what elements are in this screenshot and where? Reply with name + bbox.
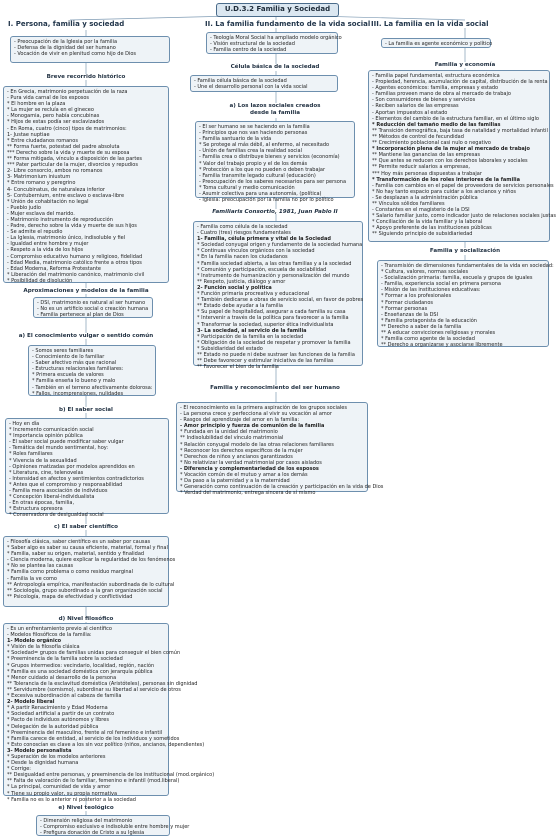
node-line: - Se desplazan a la administración pública: [372, 194, 478, 201]
node-line: * Superación de los modelos anteriores: [7, 753, 106, 760]
node-line: 3- Matrimonium iniustum: [7, 174, 71, 181]
node-line: - Conocimiento de lo familiar: [32, 354, 105, 361]
node-line: - Familia la ve como: [7, 575, 57, 582]
node-line: * Excesiva subordinación al cabeza de familia: [7, 693, 122, 700]
node-c1-aproximaciones: [33, 297, 153, 318]
node-line: * Relación conyugal modelo de las otras relaciones familiares: [180, 441, 334, 448]
node-line: - Socialización primaria: familia, escuela y grupos de iguales: [381, 275, 533, 282]
node-line: - Propiedad, herencia, acumulación de capital, distribución de la renta: [372, 79, 548, 86]
node-line: * A partir Renacimiento y Edad Moderna: [7, 705, 108, 712]
node-line: * Importancia opinión pública: [9, 433, 83, 440]
node-line: ** Estado debe ayudar a la familia: [197, 303, 283, 310]
node-c3-intro: [381, 38, 491, 48]
node-line: * Unión de cohabitación no legal: [7, 198, 89, 205]
node-line: - Se admite el repudio: [7, 229, 63, 236]
node-line: - Cuatro (tres) riesgos fundamentales: [197, 230, 291, 237]
node-line: * Vocación común de el mutuo y amar a los demás: [180, 472, 308, 479]
node-c2-reconocimiento: [176, 402, 384, 497]
node-line: * Formar personas: [381, 305, 428, 312]
node-line: - Edad Moderna, Reforma Protestante: [7, 265, 101, 272]
node-line: * Visión de la filosofía clásica: [7, 644, 80, 651]
node-line: ** Que antes se reducen con los derechos laborales y sociales: [372, 158, 528, 165]
node-line: * Pacto de individuos autónomos y libres: [7, 717, 109, 724]
node-line: ** Favorecer el bien de la familia: [197, 364, 279, 371]
node-line: * Hijos de estas podía ser esclavizados: [7, 119, 105, 126]
node-line: * La principal, comunidad de vida y amor: [7, 784, 111, 791]
node-line: - Edad Media, matrimonio católico frente a otros tipos: [7, 259, 142, 266]
node-line: * Incorporación plena de la mujer al mercado de trabajo: [372, 146, 530, 153]
node-line: - Pura vida carnal de los esposos: [7, 95, 90, 102]
node-c1-intro: [10, 36, 170, 63]
label-saber-cientifico: c) El saber científico: [53, 524, 119, 530]
node-line: - Familia santuario de la vida: [199, 136, 272, 143]
node-line: * Antes que el compromiso y responsabilidad: [9, 481, 123, 488]
node-line: * Transformar la sociedad, superior ética individualista: [197, 321, 334, 328]
node-line: ** Estado no puede ni debe sustraer las funciones de la familia: [197, 351, 355, 358]
node-line: - Filosofía clásica, saber científico es un saber por causas: [7, 539, 151, 545]
node-line: * Saber algo es saber su causa eficiente, material, formal y final: [7, 545, 168, 552]
node-line: - Saber afectivo más que racional: [32, 360, 117, 367]
node-line: 2- Función social y política: [197, 284, 272, 291]
node-line: *** Derecho sobre la vida y muerte de su esposa: [7, 149, 130, 156]
node-line: - Rasgos del aprendizaje del amor en la familia:: [180, 417, 300, 424]
node-line: * Familia protagonista de la educación: [381, 317, 477, 324]
node-c2-intro: [206, 32, 342, 54]
node-line: - Temática del mundo sentimental, hoy:: [9, 445, 109, 452]
node-line: - Padre, derecho sobre la vida y muerte de sus hijos: [7, 223, 137, 230]
node-line: - Igualdad entre hombre y mujer: [7, 241, 89, 248]
label-reconocimiento: Familia y reconocimiento del ser humano: [210, 385, 340, 391]
node-c1-saber-cientifico: [3, 536, 176, 607]
node-line: 3- La sociedad, al servicio de la familia: [197, 327, 307, 334]
node-line: * Reducción del tamaño medio de las familias: [372, 121, 501, 128]
node-line: * Familia como problema o como residuo marginal: [7, 569, 134, 576]
node-line: * La mujer se recluía en el gineceo: [7, 107, 94, 114]
node-line: * Incremento comunicación social: [9, 427, 94, 434]
node-line: * Transformación de los roles interiores de la familia: [372, 176, 521, 183]
node-c3-economia: [368, 70, 556, 242]
node-line: * Entre ciudadanos romanos: [7, 137, 78, 144]
node-line: - Familia transmite legado cultural (educación): [199, 172, 316, 179]
node-c2-lazos-sociales: [195, 121, 355, 204]
node-line: * Formar ciudadanos: [381, 299, 434, 306]
node-line: * Conciliación de la vida familiar y la laboral: [372, 219, 483, 226]
node-line: - Preocupación de la Iglesia por la familia: [14, 39, 118, 45]
node-line: ** Debe favorecer y estimular iniciativa de las familias: [197, 358, 334, 365]
node-line: - En otras épocas, familia,: [9, 500, 75, 507]
node-line: * Da paso a la paternidad y a la maternidad: [180, 478, 290, 485]
map-root-title: U.D.3.2 Familia y Sociedad: [216, 3, 339, 17]
node-line: * No se plantea las causas: [7, 563, 74, 570]
node-line: 4- Concubinatus, de naturaleza inferior: [7, 186, 105, 193]
node-line: * Continuas vínculos orgánicos con la sociedad: [197, 248, 315, 255]
node-line: - La Iglesia, matrimonio único, indisoluble y fiel: [7, 235, 126, 242]
node-line: - Principios que nos van haciendo personas: [199, 130, 308, 137]
node-line: - Familia pertenece al plan de Dios: [37, 312, 124, 319]
node-line: * Liberación del matrimonio canónico, matrimonio civil: [7, 271, 145, 278]
node-line: - Asumir colectiva para una autonomía, (política): [199, 191, 322, 198]
node-line: * Vivencia de la sexualidad: [9, 457, 77, 464]
node-line: 1- Justae nuptiae: [7, 131, 50, 138]
node-line: - Une el desarrollo personal con la vida social: [194, 84, 308, 91]
node-line: - Matrimonio instrumento de reproducción: [7, 216, 113, 223]
node-line: - Vocación de vivir en plenitud como hijo de Dios: [14, 51, 137, 58]
node-line: ** Indisolubilidad del vínculo matrimonial: [180, 435, 284, 442]
node-line: - Familia célula básica de la sociedad: [194, 78, 287, 84]
node-line: - Constantes en el magisterio de la DSI: [372, 207, 470, 214]
node-line: 2- Libre consorcio, ambos no romanos: [7, 168, 103, 175]
node-line: - Agentes económicos: familia, empresas y estado: [372, 85, 499, 92]
node-line: ** Sociología, grupo subordinado a la gran organización social: [7, 587, 163, 594]
node-line: - Familias proveen mano de obra al mercado de trabajo: [372, 91, 511, 98]
node-line: * Preeminencia de la familia sobre la sociedad: [7, 656, 123, 663]
node-c2-familiaris-consortio: [193, 221, 364, 371]
label-aproximaciones: Aproximaciones y modelos de la familia: [23, 288, 149, 294]
node-line: ** Vínculos sólidos familiares: [372, 200, 445, 207]
node-line: * En la familia nacen los ciudadanos: [197, 254, 288, 261]
node-line: *** Pater particular de la mujer, divorcios y repudios: [7, 162, 138, 169]
node-line: - Monogamia, pero había concubinas: [7, 113, 100, 120]
node-line: ** Forma mitigada, vínculo a disposición de las partes: [7, 156, 142, 163]
node-line: ** Transición demográfica, baja tasa de natalidad y mortalidad infantil: [372, 127, 548, 134]
label-familia-economia: Familia y economía: [434, 62, 496, 68]
node-line: * Cultura, valores, normas sociales: [381, 269, 469, 276]
node-line: * Instrumento de humanización y personalización del mundo: [197, 272, 350, 279]
node-line: - Transmisión de dimensiones fundamentales de la vida en sociedad:: [381, 263, 554, 269]
node-line: * Obligación de la sociedad de respetar y promover la familia: [197, 339, 351, 346]
node-line: *** Hoy más personas dispuestas a trabajar: [372, 170, 482, 177]
node-line: - Familia como célula de la sociedad: [197, 224, 288, 230]
node-line: - Familia con cambios en el papel de proveedora de servicios personales: [372, 182, 554, 189]
node-line: 2- Modelo liberal: [7, 699, 55, 706]
node-line: * Formar a los profesionales: [381, 293, 452, 300]
node-line: ** Derecho a saber de la familia: [381, 323, 462, 330]
node-line: * Sociedad= grupos de familias unidas para conseguir el bien común: [7, 650, 181, 657]
node-line: - Preocupación de los saberes necesarios para ser persona: [199, 178, 347, 185]
node-line: - En Grecia, matrimonio perpetuación de la raza: [7, 89, 128, 95]
node-c2-celula-basica: [190, 75, 338, 92]
node-line: * No relativizar la verdad matrimonial por casos aislados: [180, 459, 322, 466]
label-lazos-line2: desde la familia: [249, 110, 301, 116]
node-line: - Es un enfrentamiento previo al científico: [7, 626, 112, 632]
node-line: * Familia es una sociedad doméstica con jerarquía pública: [7, 668, 153, 675]
node-line: ** Tolerancia de la esclavitud doméstica (Aristóteles), personas sin dignidad: [7, 680, 198, 687]
branch-title-1: I. Persona, familia y sociedad: [8, 20, 125, 28]
node-line: - Familia crea o distribuye bienes y servicios (economía): [199, 154, 340, 161]
node-line: - DSI, matrimonio es natural al ser humano: [37, 300, 146, 306]
node-line: - Estructuras relacionales familiares:: [32, 366, 124, 373]
node-line: * Corrige:: [7, 766, 31, 773]
node-line: - Defensa de la dignidad del ser humano: [14, 45, 116, 52]
node-line: * Comunión y participación, escuela de sociabilidad: [197, 266, 327, 273]
label-conocimiento-vulgar: a) El conocimiento vulgar o sentido común: [18, 333, 154, 339]
node-line: ** Antropología empírica, manifestación subordinada de lo cultural: [7, 581, 175, 588]
node-line: * Familia carece de entidad, al servicio de los individuos y sometidos: [7, 735, 180, 742]
node-line: ** Crecimiento poblacional casi nulo o negativo: [372, 140, 491, 147]
node-line: ** Forma fuerte, potestad del padre absoluta: [7, 143, 120, 150]
node-line: * Concepción liberal-individualista: [9, 494, 95, 501]
node-line: - Intensidad en afectos y sentimientos contradictorios: [9, 475, 144, 482]
node-line: - Amor principio y fuerza de comunión de la familia: [180, 423, 325, 430]
node-line: * Preeminencia del masculino, frente al rol femenino e infantil: [7, 729, 163, 736]
node-line: * Su papel de hospitalidad, asegurar a cada familia su casa: [197, 309, 346, 316]
branch-title-2: II. La familia fundamento de la vida social: [205, 20, 371, 28]
node-line: 3- Modelo personalista: [7, 747, 72, 754]
node-line: ** A educar convicciones religiosas y morales: [381, 330, 496, 337]
node-line: * Grupos intermedios: vecindario, localidad, región, nación: [7, 662, 155, 669]
node-line: - Teología Moral Social ha ampliado modelo orgánico: [210, 35, 342, 41]
node-line: * También dedicarse a obras de servicio social, en favor de pobres: [197, 297, 364, 304]
node-line: * Posibilidad de disolución: [7, 277, 73, 284]
node-line: * Subsidiaridad del estado: [197, 345, 263, 352]
node-line: - Modelos filosóficos de la familia:: [7, 632, 92, 639]
node-line: - Mujer esclava del marido.: [7, 210, 75, 217]
node-line: ** Respeto, justicia, diálogo y amor: [197, 278, 286, 285]
label-celula-basica: Célula básica de la sociedad: [230, 64, 320, 70]
node-line: * Protección a los que no pueden o deben trabajar: [199, 166, 326, 173]
node-line: 1- Familia, célula primera y vital de la Sociedad: [197, 236, 331, 243]
node-line: - El saber social puede modificar saber vulgar: [9, 439, 124, 446]
node-line: * Familia enseña lo bueno y malo: [32, 378, 116, 385]
node-line: * Desde la dignidad humana: [7, 760, 79, 767]
node-line: - Familia mera asociación de individuos: [9, 488, 108, 495]
node-line: * Menor cuidado al desarrollo de la persona: [7, 674, 117, 681]
node-line: - El ser humano se se haciendo en la familia: [199, 124, 310, 130]
node-line: ** Mantiene las ganancias de las empresas: [372, 152, 480, 159]
node-line: * Apoyo preferente de las instituciones públicas: [372, 225, 492, 232]
node-line: - Unión de familias crea la realidad social: [199, 148, 302, 155]
node-line: * Roles familiares: [9, 451, 53, 458]
node-line: * Familia sociedad abierta, a las otras familias y a la sociedad: [197, 260, 352, 267]
node-line: * Se protege al más débil, al enfermo, al necesitado: [199, 142, 330, 149]
node-line: * El hombre en la plaza: [7, 101, 66, 108]
node-line: - Compromiso educativo humano y religioso, fidelidad: [7, 253, 143, 260]
node-line: * Función primaria procreativa y educacional: [197, 291, 310, 298]
node-line: * Sociedad artificial a partir de un contrato: [7, 711, 115, 718]
node-line: * Literatura, cine, telenovelas: [9, 469, 84, 476]
node-line: - Pueblo judío: [7, 204, 41, 211]
node-line: - El reconocimiento es la primera aspiración de los grupos sociales: [180, 405, 347, 411]
node-line: * Conservadora de desigualdad social: [9, 512, 104, 519]
node-line: - Prefigura donación de Cristo a su Iglesia: [40, 830, 145, 837]
label-recorrido-historico: Breve recorrido histórico: [46, 74, 126, 80]
node-line: ** Desigualdad entre personas, y preeminencia de los institucional (mod.orgánico): [7, 772, 215, 779]
node-line: - Iglesia: preocupación por la familia no por lo político: [199, 197, 334, 204]
node-c1-nivel-filosofico: [3, 623, 215, 803]
node-line: - Respeto a la vida de los hijos: [7, 247, 84, 254]
branch-title-3: III. La familia en la vida social: [371, 20, 489, 28]
node-line: * Toma cultural y medio comunicación: [199, 184, 295, 191]
node-line: - Ciencia moderna, quiere explicar la regularidad de los fenómenos: [7, 557, 176, 564]
node-line: - La familia es agente económico y político: [385, 41, 493, 47]
node-line: * Derechos de niños y ancianos garantizados: [180, 453, 293, 460]
node-line: - Enseñanzas de la DSI: [381, 311, 439, 318]
node-line: * Familia, saber su origen, material, sentido y finalidad: [7, 551, 145, 558]
node-line: * Tiene su propio valor, su propia normativa: [7, 790, 118, 797]
node-line: - Familia centro de la sociedad: [210, 47, 287, 54]
node-line: * Valor del trabajo propio y el de los demás: [199, 160, 308, 167]
node-line: - Familia papel fundamental, estructura económica: [372, 73, 500, 79]
node-c3-socializacion: [377, 260, 554, 349]
node-line: ** Psicología, mapa de efectividad y conflictividad: [7, 593, 133, 600]
node-line: * Esto conoscían es clave a los sin voz político (niños, ancianos, dependientes): [7, 741, 205, 748]
node-line: - Hoy en día: [9, 421, 40, 427]
node-line: * Salario familiar justo, como indicador justo de relaciones sociales justas: [372, 213, 556, 220]
node-line: * Delegación de la autoridad pública: [7, 723, 99, 730]
node-line: - Reciben salarios de las empresas: [372, 103, 459, 110]
node-line: * Generación como continuación de la creación y participación en la vida de Dios: [180, 484, 384, 491]
node-line: - Diferencia y complementariedad de los esposos: [180, 465, 319, 472]
node-line: - También en el terreno afectivamente dolorosa:: [32, 384, 153, 391]
node-line: ** Derecho a organizarse y asociarse libremente: [381, 342, 503, 349]
label-familia-socializacion: Familia y socialización: [429, 248, 501, 254]
node-line: ** Falta de valoración de lo familiar, femenino e infantil (mod.liberal): [7, 778, 180, 785]
node-line: * Fundada en la unidad del matrimonio: [180, 429, 278, 436]
node-line: - Misión de las instituciones educativas:: [381, 287, 481, 294]
node-line: ** Permite reducir salarios a empresas,: [372, 164, 470, 171]
node-line: * Familia como agente de la sociedad: [381, 336, 475, 343]
node-line: * Reconocer los derechos específicos de la mujer: [180, 447, 303, 454]
node-line: - En Roma, cuatro (cinco) tipos de matrimonios:: [7, 125, 127, 132]
label-nivel-filosofico: d) Nivel filosófico: [58, 616, 114, 622]
node-line: - Compromiso exclusivo e indisoluble entre hombre y mujer: [40, 824, 190, 831]
node-line: * Primera escuela de valores: [32, 372, 104, 379]
node-line: * Verdad del matrimonio, entrega sincera de sí mismo: [180, 490, 316, 497]
node-line: * Intervenir a través de la política para favorecer a la familia: [197, 315, 349, 322]
node-c1-historia: [3, 86, 169, 283]
label-nivel-teologico: e) Nivel teológico: [58, 805, 114, 811]
label-saber-social: b) El saber social: [59, 407, 113, 413]
node-line: - La persona crece y perfecciona al vivir su vocación al amor: [180, 411, 332, 418]
node-line: * No hay tanto espacio para cuidar a los ancianos y niños: [372, 188, 516, 195]
node-line: - Aportan impuestos al estado: [372, 109, 448, 116]
node-line: - Visión estructural de la sociedad: [210, 41, 295, 48]
node-line: - Son consumidores de bienes y servicios: [372, 97, 476, 104]
node-line: * Familia no es lo anterior ni posterior a la sociedad: [7, 796, 136, 803]
label-lazos-sociales: [215, 103, 335, 117]
node-line: ** Métodos de control de fecundidad: [372, 133, 464, 140]
node-line: - Opiniones matizadas por modelos aprendidos en: [9, 463, 135, 470]
node-line: 5- Contubernium, entre esclavo o esclava-libre: [7, 192, 125, 199]
node-line: 1- Modelo orgánico: [7, 638, 62, 645]
node-c1-saber-social: [5, 418, 169, 519]
label-familiaris-consortio: Familiaris Consortio, 1981, Juan Pablo II: [212, 209, 338, 215]
node-line: - Dimensión religiosa del matrimonio: [40, 818, 133, 824]
node-line: - No es un artificio social o creación humana: [37, 306, 149, 313]
node-c1-conocimiento-vulgar: [28, 345, 156, 396]
node-line: - Familia, experiencia social en primera persona: [381, 281, 501, 288]
node-line: * Participación de la familia en la sociedad: [197, 333, 304, 340]
node-line: * Fallos, incomprensiones, nulidades: [32, 390, 124, 397]
node-c1-nivel-teologico: [36, 815, 190, 837]
node-line: - Somos seres familiares: [32, 348, 94, 354]
node-line: * Sociedad conyugal origen y fundamento de la sociedad humana: [197, 242, 363, 249]
node-line: ** Servidumbre (somismo), subordinar su libertad al servicio de otros: [7, 686, 181, 693]
node-line: * Estructura opresora: [9, 506, 63, 513]
node-line: - Elementos del cambio de la estructura familiar, en el último siglo: [372, 115, 539, 122]
node-line: * Entre romano y peregrino: [7, 180, 76, 187]
label-lazos-line1: a) Los lazos sociales creados: [229, 103, 321, 109]
node-line: ** Siguiendo principio de subsidiariedad: [372, 231, 473, 238]
